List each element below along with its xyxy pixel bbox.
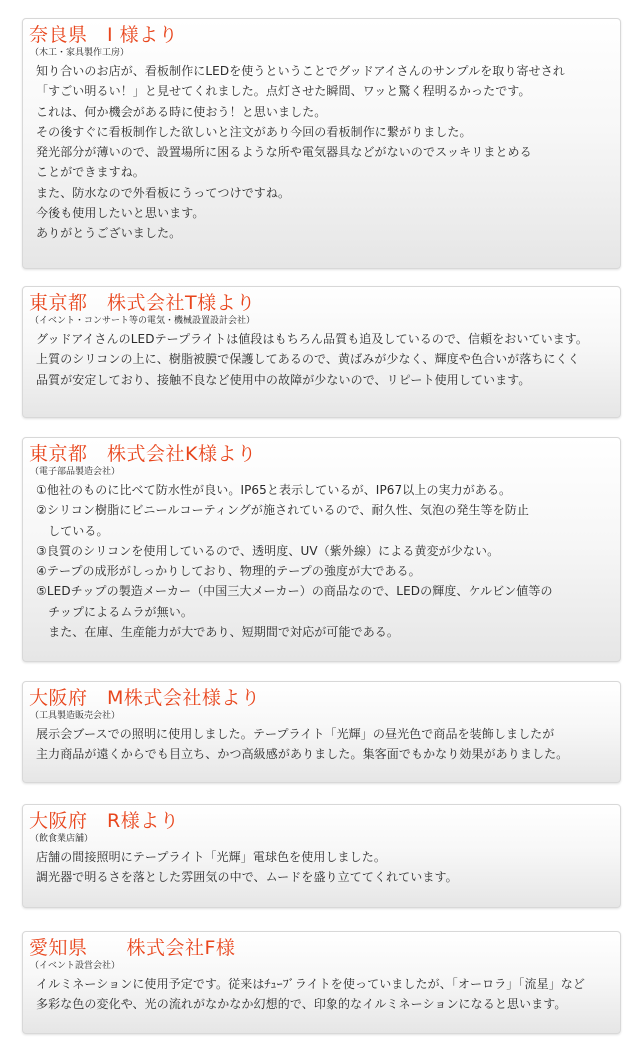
- testimonial-title: 愛知県 株式会社F様: [29, 937, 236, 959]
- testimonial-subtitle: （イベント設営会社）: [30, 961, 121, 971]
- testimonial-subtitle: （飲食業店舗）: [30, 834, 94, 844]
- testimonial-line: ②シリコン樹脂にビニールコーティングが施されているので、耐久性、気泡の発生等を防止: [36, 503, 529, 518]
- testimonial-line: 多彩な色の変化や、光の流れがなかなか幻想的で、印象的なイルミネーションになると思います。: [36, 997, 567, 1012]
- testimonial-line: 今後も使用したいと思います。: [36, 206, 205, 221]
- testimonial-line: これは、何か機会がある時に使おう！と思いました。: [36, 104, 327, 119]
- testimonial-line: 主力商品が遠くからでも目立ち、かつ高級感がありました。集客面でもかなり効果がありました。: [36, 747, 569, 762]
- testimonial-body: [29, 480, 620, 642]
- testimonial-line: している。: [36, 523, 109, 538]
- testimonial-card-tokyo-t: [22, 286, 621, 418]
- testimonial-subtitle: （工具製造販売会社）: [30, 711, 121, 721]
- testimonial-line: ④テープの成形がしっかりしており、物理的テープの強度が大である。: [36, 564, 421, 579]
- testimonial-title: 奈良県 I 様より: [29, 24, 179, 46]
- testimonial-line: また、在庫、生産能力が大であり、短期間で対応が可能である。: [36, 625, 400, 640]
- testimonial-body: [29, 847, 620, 888]
- testimonial-line: 発光部分が薄いので、設置場所に困るような所や電気器具などがないのでスッキリまとめる: [36, 145, 532, 160]
- testimonial-line: 「すごい明るい！」と見せてくれました。点灯させた瞬間、ワッと驚く程明るかったです。: [36, 84, 531, 99]
- testimonial-line: 展示会ブースでの照明に使用しました。テープライト「光輝」の昼光色で商品を装飾しましたが: [36, 727, 555, 741]
- testimonial-line: チップによるムラが無い。: [36, 604, 193, 619]
- testimonial-line: 知り合いのお店が、看板制作にLEDを使うということでグッドアイさんのサンプルを取り寄せされ: [36, 64, 565, 78]
- testimonial-line: イルミネーションに使用予定です。従来はﾁｭｰﾌﾞライトを使っていましたが、「オーロラ」「流星」など: [36, 977, 586, 991]
- testimonial-line: また、防水なので外看板にうってつけですね。: [36, 185, 291, 200]
- testimonial-line: 品質が安定しており、接触不良など使用中の故障が少ないので、リピート使用しています。: [36, 372, 531, 387]
- testimonial-body: [29, 974, 620, 1015]
- testimonial-line: ①他社のものに比べて防水性が良い。IP65と表示しているが、IP67以上の実力がある。: [36, 483, 512, 497]
- testimonial-title: 大阪府 R様より: [29, 810, 180, 832]
- testimonial-card-tokyo-k: [22, 437, 621, 662]
- testimonial-line: グッドアイさんのLEDテープライトは値段はもちろん品質も追及しているので、信頼をおいています。: [36, 332, 589, 346]
- testimonial-body: [29, 329, 620, 390]
- testimonial-body: [29, 61, 620, 244]
- testimonial-subtitle: （イベント・コンサート等の電気・機械設置設計会社）: [30, 316, 256, 326]
- testimonial-subtitle: （木工・家具製作工房）: [30, 48, 130, 58]
- testimonial-subtitle: （電子部品製造会社）: [30, 467, 121, 477]
- testimonial-line: その後すぐに看板制作した欲しいと注文があり今回の看板制作に繋がりました。: [36, 124, 472, 139]
- testimonial-title: 東京都 株式会社T様より: [29, 292, 256, 314]
- testimonial-card-osaka-m: [22, 681, 621, 783]
- testimonial-body: [29, 724, 620, 765]
- testimonial-line: ③良質のシリコンを使用しているので、透明度、UV（紫外線）による黄変が少ない。: [36, 543, 500, 558]
- testimonial-line: ⑤LEDチップの製造メーカー（中国三大メーカー）の商品なので、LEDの輝度、ケルビン値等の: [36, 584, 553, 599]
- testimonial-card-nara: [22, 18, 621, 269]
- testimonial-title: 東京都 株式会社K様より: [29, 443, 257, 465]
- testimonial-line: ことができますね。: [36, 165, 145, 180]
- testimonial-line: 店舗の間接照明にテープライト「光輝」電球色を使用しました。: [36, 850, 386, 864]
- testimonial-card-aichi-f: [22, 931, 621, 1034]
- testimonial-title: 大阪府 M株式会社様より: [29, 687, 261, 709]
- testimonial-card-osaka-r: [22, 804, 621, 908]
- testimonial-line: 調光器で明るさを落とした雰囲気の中で、ムードを盛り立ててくれています。: [36, 870, 458, 885]
- testimonial-line: ありがとうございました。: [36, 226, 182, 241]
- testimonial-line: 上質のシリコンの上に、樹脂被膜で保護してあるので、黄ばみが少なく、輝度や色合いが落ちにくく: [36, 352, 580, 367]
